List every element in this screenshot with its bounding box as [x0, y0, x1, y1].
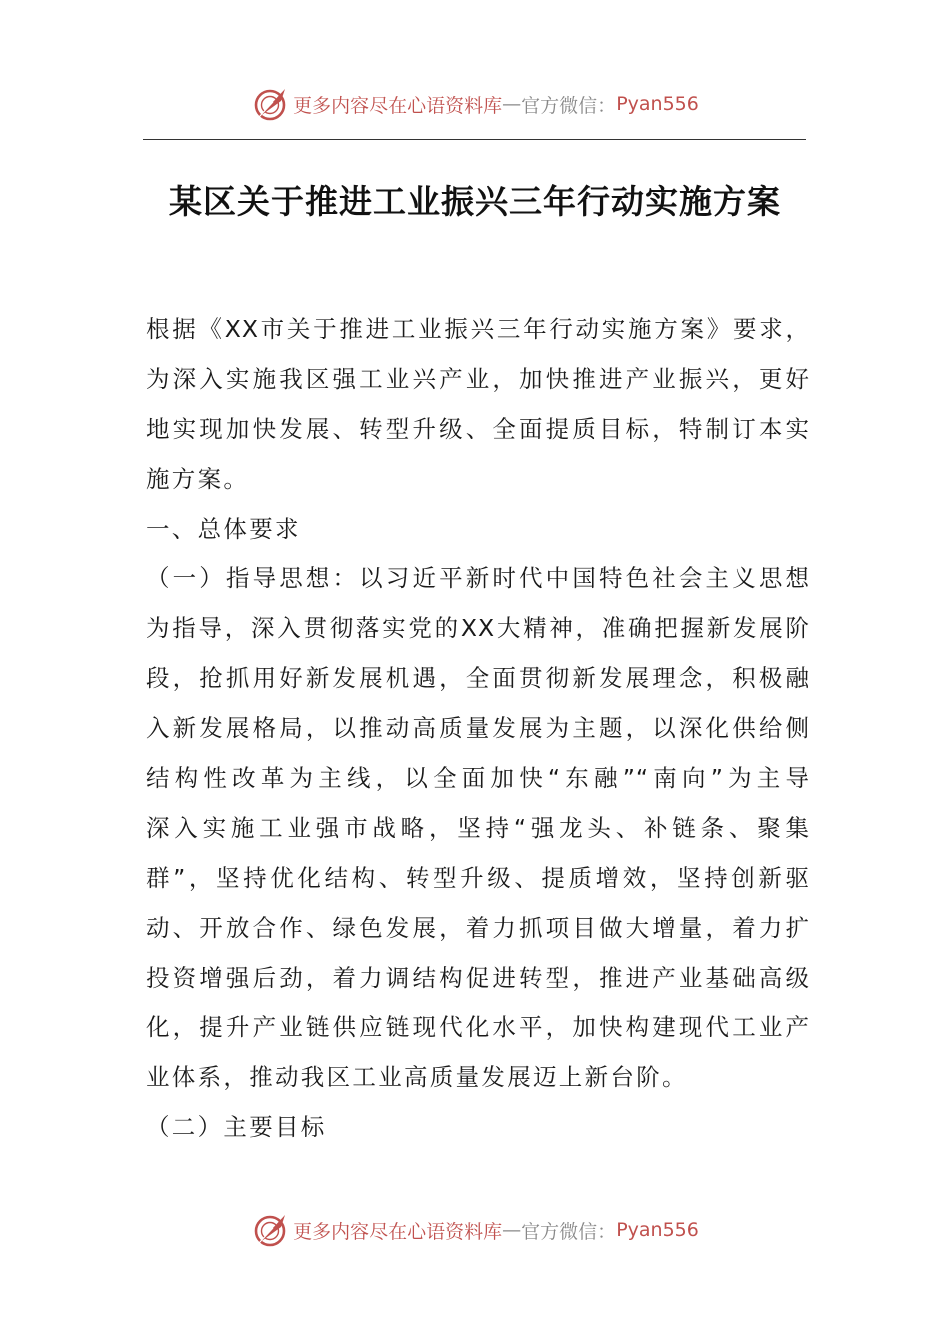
body-line: 施方案。	[146, 464, 250, 493]
body-line: 根据《XX市关于推进工业振兴三年行动实施方案》要求，	[146, 315, 810, 343]
subsection-heading: （二）主要目标	[146, 1113, 327, 1142]
body-line: 结构性改革为主线，以全面加快“东融”“南向”为主导	[146, 764, 810, 793]
body-line: 投资增强后劲，着力调结构促进转型，推进产业基础高级	[146, 963, 810, 992]
body-line: 动、开放合作、绿色发展，着力抓项目做大增量，着力扩	[146, 913, 810, 942]
quill-logo-icon	[251, 84, 291, 124]
banner-dash: —	[502, 93, 522, 115]
banner-dash: —	[502, 1219, 522, 1241]
document-body	[146, 305, 810, 1153]
header-divider	[143, 139, 806, 140]
body-line: （一）指导思想：以习近平新时代中国特色社会主义思想	[146, 564, 810, 593]
body-line: 入新发展格局，以推动高质量发展为主题，以深化供给侧	[146, 714, 810, 743]
quill-logo-icon	[251, 1210, 291, 1250]
header-watermark	[0, 84, 950, 124]
banner-brand: 更多内容尽在心语资料库	[293, 94, 503, 117]
section-heading: 一、总体要求	[146, 514, 301, 543]
body-line: 段，抢抓用好新发展机遇，全面贯彻新发展理念，积极融	[146, 664, 810, 693]
banner-wechat-id: Pyan556	[616, 1219, 699, 1241]
body-line: 地实现加快发展、转型升级、全面提质目标，特制订本实	[146, 414, 810, 443]
document-title: 某区关于推进工业振兴三年行动实施方案	[169, 182, 781, 221]
banner-official: 官方微信：	[521, 1220, 617, 1243]
banner-wechat-id: Pyan556	[616, 93, 699, 115]
body-line: 化，提升产业链供应链现代化水平，加快构建现代工业产	[146, 1013, 810, 1042]
body-line: 群”，坚持优化结构、转型升级、提质增效，坚持创新驱	[146, 863, 810, 892]
footer-watermark	[0, 1210, 950, 1250]
body-line: 业体系，推动我区工业高质量发展迈上新台阶。	[146, 1063, 688, 1092]
body-line: 为深入实施我区强工业兴产业，加快推进产业振兴，更好	[146, 364, 810, 393]
body-line: 为指导，深入贯彻落实党的XX大精神，准确把握新发展阶	[146, 614, 810, 643]
banner-brand: 更多内容尽在心语资料库	[293, 1220, 503, 1243]
banner-official: 官方微信：	[521, 94, 617, 117]
body-line: 深入实施工业强市战略，坚持“强龙头、补链条、聚集	[146, 813, 810, 842]
